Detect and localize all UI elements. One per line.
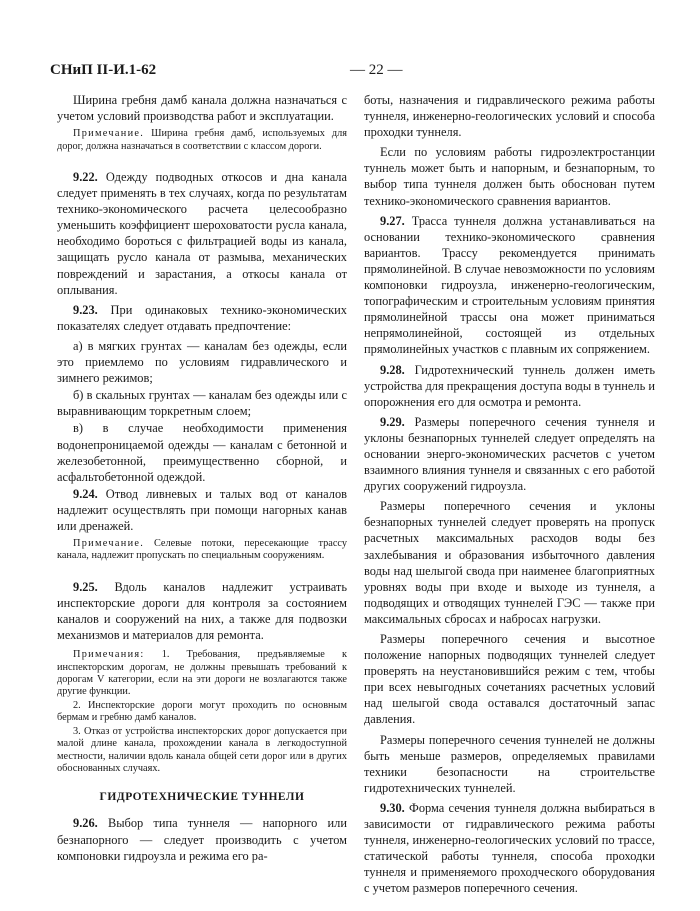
clause-number: 9.28. — [380, 362, 405, 377]
paragraph-9-29 — [364, 414, 655, 494]
clause-text: Трасса туннеля должна устанавливаться на основании технико-экономического сравнения вариантов. Трассу рекомендуется принимать прямолинейной. В случае невозможности по условиям компоновки гидроузла, инженерно-геологическим, топографическим и строительным условиям принятия прямолинейной трассы она может приниматься непрямолинейной, состоящей из отдельных прямолинейных участков с плавным их сопряжением. — [364, 213, 655, 357]
clause-number: 9.25. — [73, 579, 98, 594]
paragraph-9-28 — [364, 362, 655, 410]
paragraph-sizes-3: Размеры поперечного сечения туннелей не должны быть меньше размеров, определяемых правилами техники безопасности на строительстве гидротехнических туннелей. — [364, 732, 655, 795]
paragraph-9-23 — [57, 302, 347, 334]
paragraph-hydro-station: Если по условиям работы гидроэлектростанции туннель может быть и напорным, и безнапорным, то выбор типа туннеля должен быть обоснован путем технико-экономического сравнения вариантов. — [364, 145, 655, 208]
page-number: — 22 — — [350, 62, 403, 78]
clause-text: Отвод ливневых и талых вод от каналов надлежит осуществлять при помощи нагорных канав или дренажей. — [57, 486, 347, 533]
paragraph-9-26 — [57, 815, 347, 863]
paragraph-9-25 — [57, 579, 347, 643]
clause-number: 9.29. — [380, 414, 405, 429]
notes-label: Примечания: — [73, 649, 145, 661]
notes-item-1 — [57, 649, 347, 699]
clause-text: При одинаковых технико-экономических показателях следует отдавать предпочтение: — [57, 302, 347, 333]
notes-item-3: 3. Отказ от устройства инспекторских дорог допускается при малой длине канала, прохождении канала в легкодоступной местности, наличии вдоль канала общей сети дорог или в других обоснованных случаях. — [57, 725, 347, 774]
section-title: ГИДРОТЕХНИЧЕСКИЕ ТУННЕЛИ — [99, 791, 305, 804]
list-item-b: б) в скальных грунтах — каналам без одежды или с выравнивающим торкретным слоем; — [57, 388, 347, 419]
paragraph-9-27 — [364, 213, 655, 358]
left-column — [57, 92, 347, 868]
clause-number: 9.24. — [73, 486, 98, 501]
note-mudflows — [57, 538, 347, 563]
paragraph-9-22 — [57, 169, 347, 298]
document-code: СНиП II-И.1-62 — [50, 62, 157, 78]
clause-number: 9.26. — [73, 816, 98, 831]
list-item-v: в) в случае необходимости применения водонепроницаемой одежды — каналам с бетонной и железобетонной, преимущественно сборной, и асфальтобетонной одеждой. — [57, 421, 347, 484]
paragraph-9-30 — [364, 800, 655, 897]
notes-item-2: 2. Инспекторские дороги могут проходить по основным бермам и гребню дамб каналов. — [57, 699, 347, 724]
paragraph-sizes-1: Размеры поперечного сечения и уклоны безнапорных туннелей следует проверять на пропуск расчетных максимальных расходов воды без захлебывания и образования избыточного давления воды над шелыгой свода при наименее благоприятных уровнях воды при входе и выходе из туннеля, а подводящих и отводящих туннелей ГЭС — также при максимальных сбросах и набросах нагрузки. — [364, 499, 655, 626]
list-item-a: а) в мягких грунтах — каналам без одежды, если это приемлемо по условиям гидравлического и зимнего режимов; — [57, 338, 347, 386]
clause-text: Размеры поперечного сечения туннеля и уклоны безнапорных туннелей следует определять на основании энерго-экономических расчетов с учетом взаимного влияния туннеля и связанных с его работой других сооружений гидроузла. — [364, 414, 655, 494]
clause-text: Одежду подводных откосов и дна канала следует применять в тех случаях, когда по результатам технико-экономического расчета целесообразно уменьшить коэффициент шероховатости русла канала, необходимо бороться с фильтрацией воды из канала, защищать русло канала от размыва, механических повреждений и зарастания, а откосы канала от оплывания. — [57, 170, 347, 297]
note-label: Примечание. — [73, 128, 145, 140]
note-text: 1. Требования, предъявляемые к инспекторским дорогам, не должны превышать требований к дорогам V категории, если на эти дороги не возлагаются также другие функции. — [57, 649, 347, 698]
clause-number: 9.23. — [73, 302, 98, 317]
paragraph-sizes-2: Размеры поперечного сечения и высотное положение напорных подводящих туннелей следует проверять на неустановившийся режим с тем, чтобы при всех невыгодных сочетаниях расчетных условий над шелыгой свода оставался достаточный запас давления. — [364, 632, 655, 727]
note-dam-crest — [57, 128, 347, 153]
paragraph-dam-crest: Ширина гребня дамб канала должна назначаться с учетом условий производства работ и эксплуатации. — [57, 93, 347, 124]
clause-number: 9.30. — [380, 800, 405, 815]
paragraph-9-24 — [57, 486, 347, 534]
page-header — [50, 62, 660, 82]
clause-text: Форма сечения туннеля должна выбираться в зависимости от гидравлического режима работы туннеля, инженерно-геологических условий по трассе, статической работы туннеля, способа проходки туннеля и применяемого проходческого оборудования с учетом размеров поперечного сечения. — [364, 800, 655, 896]
right-column — [364, 92, 655, 901]
note-text: Ширина гребня дамб, используемых для дорог, должна назначаться в соответствии с классом дороги. — [57, 128, 347, 152]
note-text: Селевые потоки, пересекающие трассу канала, надлежит пропускать по специальным сооружениям. — [57, 538, 347, 562]
clause-text: Гидротехнический туннель должен иметь устройства для прекращения доступа воды в туннель и опорожнения его для осмотра и ремонта. — [364, 362, 655, 409]
clause-text: Выбор типа туннеля — напорного или безнапорного — следует производить с учетом компоновки гидроузла и режима его ра- — [57, 816, 347, 863]
clause-text: Вдоль каналов надлежит устраивать инспекторские дороги для контроля за состоянием каналов и сооружений на них, а также для подвозки механизмов и материалов для ремонта. — [57, 579, 347, 643]
clause-number: 9.27. — [380, 213, 405, 228]
note-label: Примечание. — [73, 538, 145, 550]
paragraph-9-26-continued: боты, назначения и гидравлического режима работы туннеля, инженерно-геологических условий и способа проходки туннеля. — [364, 93, 655, 140]
clause-number: 9.22. — [73, 170, 98, 184]
